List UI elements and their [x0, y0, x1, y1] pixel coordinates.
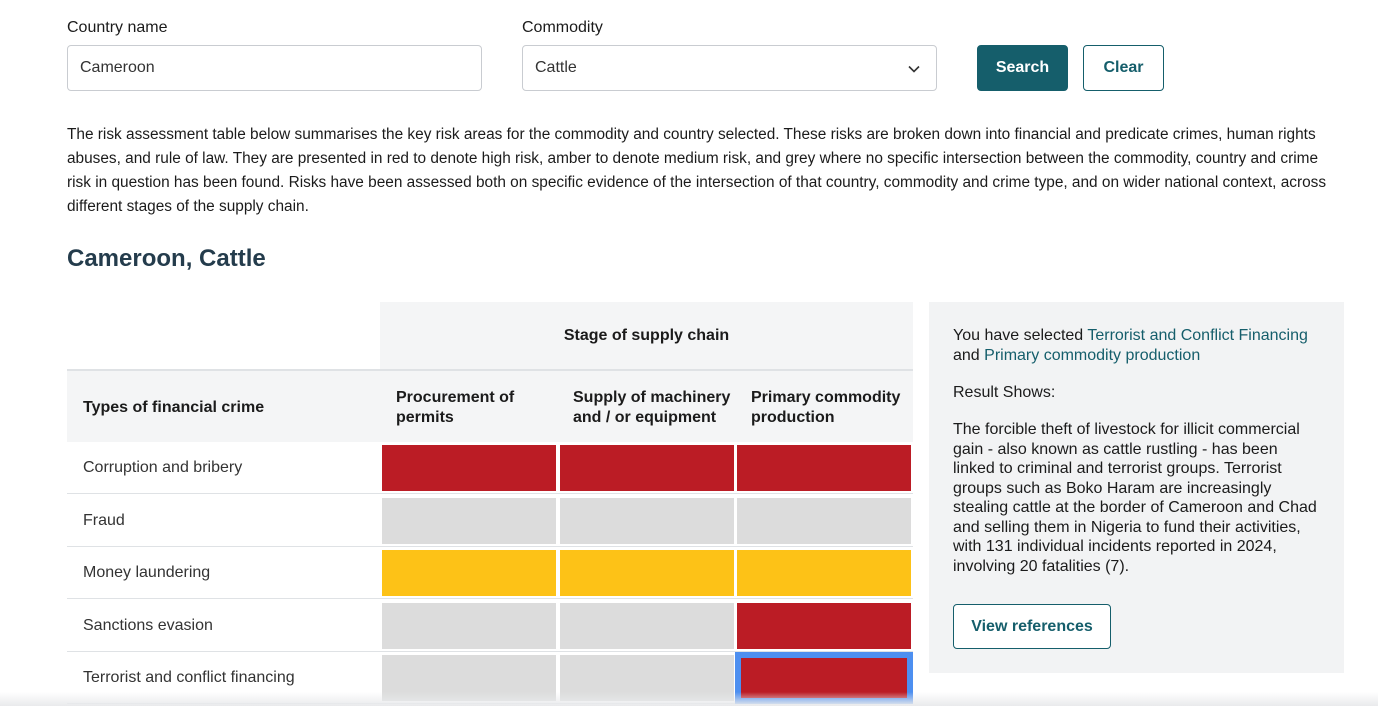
table-row-money-laundering — [67, 547, 913, 599]
bottom-shadow — [0, 692, 1378, 706]
result-text: The forcible theft of livestock for illicit commercial gain - also known as cattle rustling - has been linked to criminal and terrorist groups. Terrorist groups such as Boko Haram are increasingly stealing cattle at the border of Cameroon and Chad and selling them in Nigeria to fund their activities, with 131 individual incidents reported in 2024, involving 20 fatalities (7). — [953, 421, 1317, 575]
view-references-button[interactable]: View references — [953, 604, 1111, 649]
row-label: Terrorist and conflict financing — [83, 669, 295, 686]
risk-cell-none[interactable] — [737, 498, 911, 544]
page-title: Cameroon, Cattle — [67, 245, 266, 272]
row-label: Sanctions evasion — [83, 616, 213, 634]
risk-cell-medium[interactable] — [737, 550, 911, 596]
commodity-select-value: Cattle — [535, 59, 577, 76]
stage-of-supply-chain-header: Stage of supply chain — [380, 302, 913, 369]
row-label: Money laundering — [83, 564, 211, 581]
column-header-procurement: Procurement of permits — [396, 388, 515, 426]
commodity-select[interactable] — [522, 45, 937, 91]
search-button[interactable]: Search — [977, 45, 1068, 91]
chevron-down-icon — [908, 63, 920, 75]
table-row-sanctions-evasion — [67, 600, 913, 652]
clear-button[interactable]: Clear — [1083, 45, 1164, 91]
risk-cell-medium[interactable] — [382, 550, 556, 596]
risk-cell-none[interactable] — [382, 603, 556, 649]
selection-summary — [953, 326, 1320, 366]
table-row-corruption-and-bribery — [67, 442, 913, 494]
risk-cell-none[interactable] — [560, 498, 734, 544]
intro-text: The risk assessment table below summarises the key risk areas for the commodity and country selected. These risks are broken down into financial and predicate crimes, human rights abuses, and rule of law. They are presented in red to denote high risk, amber to denote medium risk, and grey where no specific intersection between the commodity, country and crime risk in question has been found. Risks have been assessed both on specific evidence of the intersection of that country, commodity and crime type, and on wider national context, across different stages of the supply chain. — [67, 126, 1327, 215]
risk-cell-none[interactable] — [560, 603, 734, 649]
selection-and: and — [953, 347, 985, 364]
column-header-machinery: Supply of machinery and / or equipment — [573, 388, 731, 426]
country-name-input[interactable]: Cameroon — [67, 45, 482, 91]
row-label: Corruption and bribery — [83, 459, 243, 476]
column-header-primary-production: Primary commodity production — [751, 388, 901, 426]
risk-cell-high[interactable] — [560, 445, 734, 491]
result-label: Result Shows: — [953, 384, 1056, 401]
commodity-label: Commodity — [522, 19, 603, 36]
table-header-row — [67, 369, 913, 442]
row-label: Fraud — [83, 511, 125, 529]
selection-prefix: You have selected — [953, 327, 1088, 344]
table-row-fraud — [67, 495, 913, 547]
risk-cell-none[interactable] — [382, 498, 556, 544]
country-name-label: Country name — [67, 19, 168, 36]
selected-stage-link[interactable]: Primary commodity production — [984, 347, 1201, 364]
selected-crime-link[interactable]: Terrorist and Conflict Financing — [1087, 327, 1308, 344]
risk-cell-high[interactable] — [737, 603, 911, 649]
risk-cell-high[interactable] — [737, 445, 911, 491]
risk-cell-high[interactable] — [382, 445, 556, 491]
result-panel — [929, 302, 1344, 673]
types-of-crime-header: Types of financial crime — [83, 398, 265, 416]
risk-cell-medium[interactable] — [560, 550, 734, 596]
